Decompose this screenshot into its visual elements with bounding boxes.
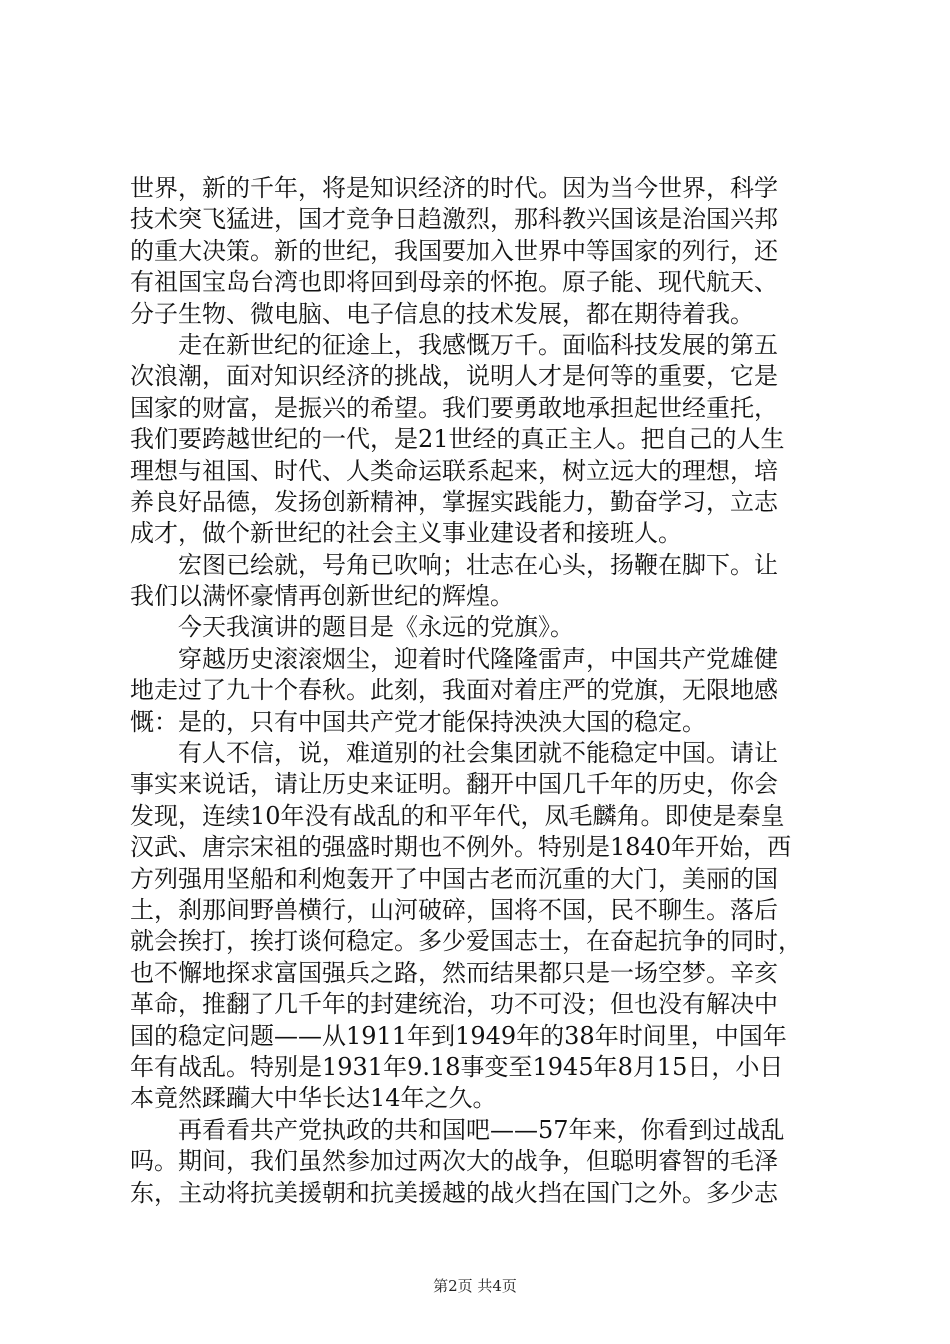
text-line: 汉武、唐宗宋祖的强盛时期也不例外。特别是1840年开始，西 [130,833,792,862]
text-line: 方列强用坚船和利炮轰开了中国古老而沉重的大门，美丽的国 [130,864,778,893]
text-line: 地走过了九十个春秋。此刻，我面对着庄严的党旗，无限地感 [130,676,778,705]
text-line: 宏图已绘就，号角已吹响；壮志在心头，扬鞭在脚下。让 [130,550,778,579]
text-line: 成才，做个新世纪的社会主义事业建设者和接班人。 [130,519,682,548]
text-line: 慨：是的，只有中国共产党才能保持泱泱大国的稳定。 [130,707,706,736]
text-line: 养良好品德，发扬创新精神，掌握实践能力，勤奋学习，立志 [130,487,778,516]
text-line: 革命，推翻了几千年的封建统治，功不可没；但也没有解决中 [130,990,778,1019]
text-line: 也不懈地探求富国强兵之路，然而结果都只是一场空梦。辛亥 [130,958,778,987]
text-line: 走在新世纪的征途上，我感慨万千。面临科技发展的第五 [130,330,778,359]
text-line: 年有战乱。特别是1931年9.18事变至1945年8月15日，小日 [130,1052,784,1081]
text-line: 国的稳定问题——从1911年到1949年的38年时间里，中国年 [130,1021,787,1050]
text-line: 技术突飞猛进，国才竞争日趋激烈，那科教兴国该是治国兴邦 [130,205,778,234]
text-line: 发现，连续10年没有战乱的和平年代，凤毛麟角。即使是秦皇 [130,801,785,830]
text-line: 土，刹那间野兽横行，山河破碎，国将不国，民不聊生。落后 [130,895,778,924]
text-line: 事实来说话，请让历史来证明。翻开中国几千年的历史，你会 [130,770,778,799]
text-line: 就会挨打，挨打谈何稳定。多少爱国志士，在奋起抗争的同时， [130,927,802,956]
text-line: 分子生物、微电脑、电子信息的技术发展，都在期待着我。 [130,299,754,328]
text-line: 国家的财富，是振兴的希望。我们要勇敢地承担起世经重托， [130,393,778,422]
page-footer: 第2页 共4页 [433,1277,517,1295]
text-line: 理想与祖国、时代、人类命运联系起来，树立远大的理想，培 [130,456,778,485]
text-line: 今天我演讲的题目是《永远的党旗》。 [130,613,574,642]
text-line: 吗。期间，我们虽然参加过两次大的战争，但聪明睿智的毛泽 [130,1147,778,1176]
text-line: 我们要跨越世纪的一代，是21世经的真正主人。把自己的人生 [130,425,785,454]
document-body [130,173,830,1209]
text-line: 东，主动将抗美援朝和抗美援越的战火挡在国门之外。多少志 [130,1178,778,1207]
text-line: 次浪潮，面对知识经济的挑战，说明人才是何等的重要，它是 [130,362,778,391]
text-line: 我们以满怀豪情再创新世纪的辉煌。 [130,582,514,611]
text-line: 有祖国宝岛台湾也即将回到母亲的怀抱。原子能、现代航天、 [130,268,778,297]
text-line: 有人不信，说，难道别的社会集团就不能稳定中国。请让 [130,739,778,768]
text-line: 的重大决策。新的世纪，我国要加入世界中等国家的列行，还 [130,236,778,265]
text-line: 再看看共产党执政的共和国吧——57年来，你看到过战乱 [130,1115,785,1144]
text-line: 穿越历史滚滚烟尘，迎着时代隆隆雷声，中国共产党雄健 [130,644,778,673]
text-line: 本竟然蹂躏大中华长达14年之久。 [130,1084,497,1113]
text-line: 世界，新的千年，将是知识经济的时代。因为当今世界，科学 [130,174,778,202]
